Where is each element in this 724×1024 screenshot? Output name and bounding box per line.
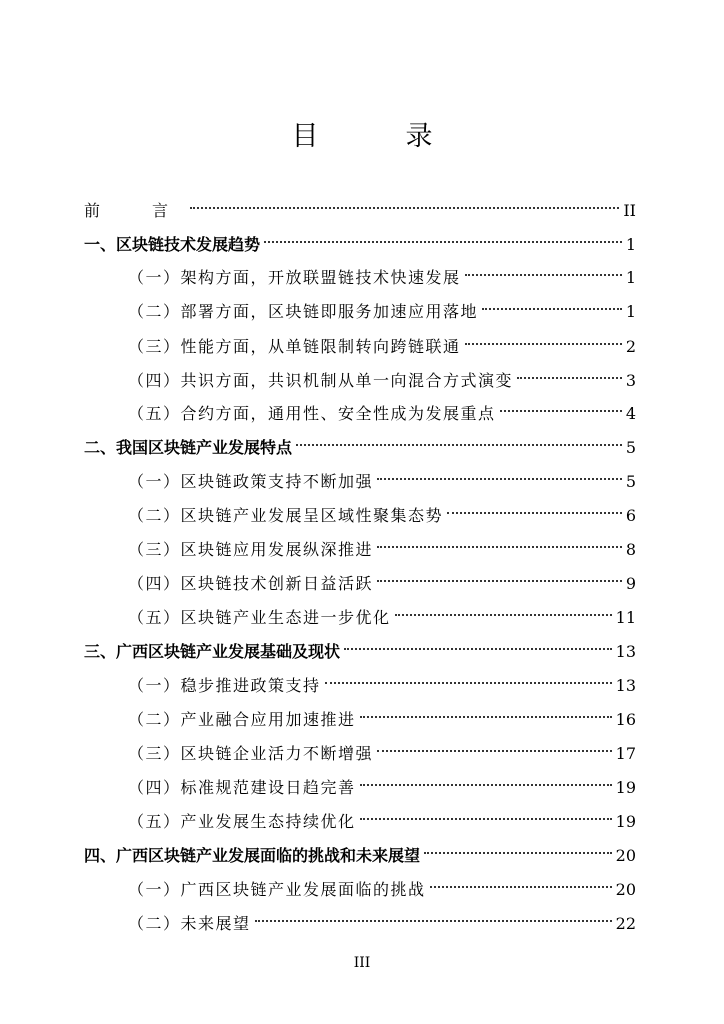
toc-entry-text: 前 言 [84, 201, 187, 220]
toc-entry-section-3[interactable] [84, 638, 636, 666]
toc-entry-3-1[interactable] [128, 672, 636, 700]
toc-entry-text: （一）区块链政策支持不断加强 [128, 472, 374, 491]
toc-leader-dots [344, 647, 612, 650]
toc-entry-4-2[interactable] [128, 910, 636, 938]
toc-entry-text: （三）区块链应用发展纵深推进 [128, 540, 374, 559]
toc-entry-text: （二）部署方面，区块链即服务加速应用落地 [128, 302, 479, 321]
toc-entry-3-2[interactable] [128, 706, 636, 734]
toc-entry-1-2[interactable] [128, 298, 636, 326]
toc-entry-text: （五）区块链产业生态进一步优化 [128, 608, 391, 627]
toc-leader-dots [360, 715, 612, 718]
toc-entry-1-3[interactable] [128, 333, 636, 361]
toc-entry-2-5[interactable] [128, 604, 636, 632]
toc-leader-dots [430, 885, 612, 888]
toc-leader-dots [264, 240, 622, 243]
toc-leader-dots [482, 307, 622, 310]
toc-page-number: 11 [615, 608, 636, 627]
toc-leader-dots [325, 681, 612, 684]
toc-entry-text: （三）区块链企业活力不断增强 [128, 744, 374, 763]
toc-entry-section-2[interactable] [84, 434, 636, 462]
toc-page-number: 20 [615, 880, 636, 899]
toc-page-number: 8 [625, 540, 636, 559]
toc-entry-2-2[interactable] [128, 502, 636, 530]
toc-leader-dots [360, 783, 612, 786]
toc-entry-preface[interactable] [84, 197, 636, 225]
toc-entry-1-1[interactable] [128, 264, 636, 292]
toc-entry-1-5[interactable] [128, 400, 636, 428]
toc-entry-text: （四）区块链技术创新日益活跃 [128, 574, 374, 593]
toc-entry-2-3[interactable] [128, 536, 636, 564]
toc-leader-dots [255, 919, 612, 922]
toc-page-number: 20 [615, 846, 636, 865]
toc-page-number: 1 [625, 235, 636, 254]
toc-entry-text: （二）产业融合应用加速推进 [128, 710, 356, 729]
toc-page-number: 1 [625, 268, 636, 287]
toc-entry-text: （五）合约方面，通用性、安全性成为发展重点 [128, 404, 496, 423]
toc-entry-2-4[interactable] [128, 570, 636, 598]
toc-page-number: 6 [625, 506, 636, 525]
toc-page-number: II [623, 201, 636, 220]
toc-entry-4-1[interactable] [128, 876, 636, 904]
toc-page-number: 13 [615, 642, 636, 661]
toc-entry-text: （一）稳步推进政策支持 [128, 676, 321, 695]
toc-entry-1-4[interactable] [128, 367, 636, 395]
page-number-footer: III [353, 955, 371, 971]
toc-page-number: 1 [625, 302, 636, 321]
toc-leader-dots [465, 273, 622, 276]
toc-leader-dots [500, 409, 622, 412]
toc-entry-section-4[interactable] [84, 842, 636, 870]
toc-page-number: 4 [625, 404, 636, 423]
toc-page-number: 19 [615, 812, 636, 831]
toc-leader-dots [447, 511, 622, 514]
toc-leader-dots [377, 545, 622, 548]
toc-leader-dots [190, 206, 619, 209]
toc-entry-text: （一）架构方面，开放联盟链技术快速发展 [128, 268, 461, 287]
toc-entry-text: （四）共识方面，共识机制从单一向混合方式演变 [128, 371, 514, 390]
toc-entry-2-1[interactable] [128, 468, 636, 496]
toc-leader-dots [377, 749, 612, 752]
toc-leader-dots [424, 851, 612, 854]
toc-entry-3-5[interactable] [128, 808, 636, 836]
toc-leader-dots [360, 817, 612, 820]
toc-entry-section-1[interactable] [84, 231, 636, 259]
toc-entry-text: 一、区块链技术发展趋势 [84, 235, 261, 254]
toc-page-number: 17 [615, 744, 636, 763]
toc-leader-dots [395, 613, 612, 616]
toc-entry-text: （二）未来展望 [128, 914, 251, 933]
toc-entry-text: （五）产业发展生态持续优化 [128, 812, 356, 831]
toc-entry-text: （四）标准规范建设日趋完善 [128, 778, 356, 797]
toc-page-number: 16 [615, 710, 636, 729]
toc-page-number: 3 [625, 371, 636, 390]
toc-leader-dots [377, 477, 622, 480]
toc-entry-3-4[interactable] [128, 774, 636, 802]
toc-page-number: 19 [615, 778, 636, 797]
toc-leader-dots [377, 579, 622, 582]
toc-page-number: 5 [625, 472, 636, 491]
toc-page-number: 9 [625, 574, 636, 593]
page-title: 目 录 [291, 121, 463, 152]
toc-entry-text: （一）广西区块链产业发展面临的挑战 [128, 880, 426, 899]
toc-page-number: 22 [615, 914, 636, 933]
toc-entry-text: 三、广西区块链产业发展基础及现状 [84, 642, 341, 661]
toc-page-number: 2 [625, 337, 636, 356]
toc-entry-text: （三）性能方面，从单链限制转向跨链联通 [128, 337, 461, 356]
toc-entry-3-3[interactable] [128, 740, 636, 768]
toc-entry-text: 二、我国区块链产业发展特点 [84, 438, 293, 457]
toc-leader-dots [296, 443, 622, 446]
toc-page-number: 5 [625, 438, 636, 457]
toc-leader-dots [517, 376, 622, 379]
toc-page-number: 13 [615, 676, 636, 695]
toc-entry-text: （二）区块链产业发展呈区域性聚集态势 [128, 506, 444, 525]
toc-leader-dots [465, 342, 622, 345]
toc-entry-text: 四、广西区块链产业发展面临的挑战和未来展望 [84, 846, 421, 865]
